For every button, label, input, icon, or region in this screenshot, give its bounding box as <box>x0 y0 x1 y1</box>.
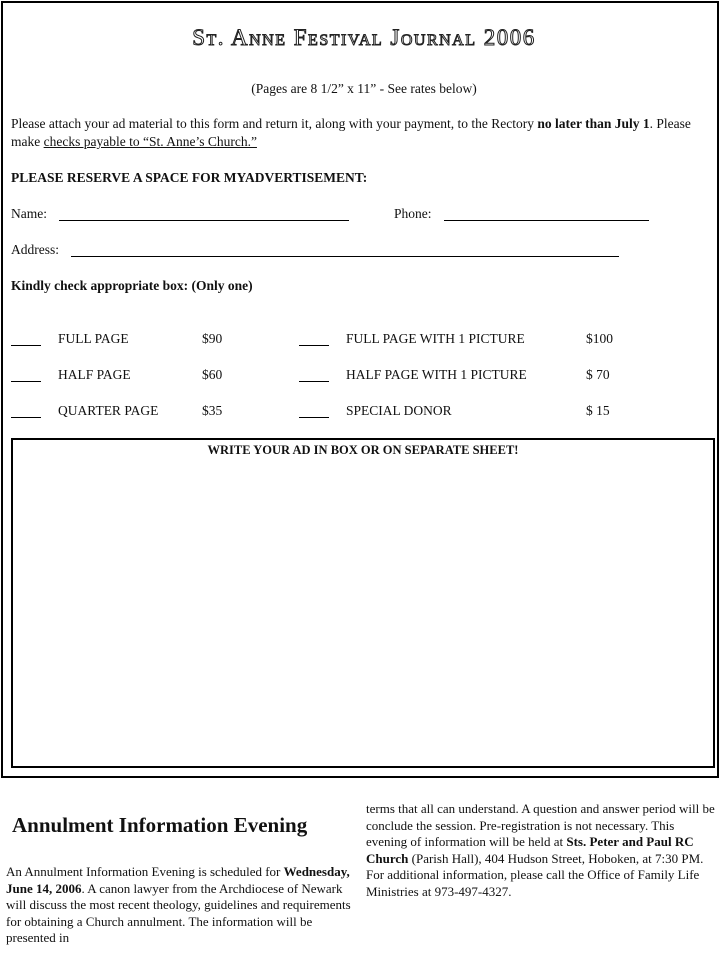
ad-text-box[interactable] <box>11 438 715 768</box>
deadline-text: no later than July 1 <box>537 116 650 131</box>
option-label: HALF PAGE <box>58 367 131 382</box>
instructions-text: Please attach your ad material to this form and return it, along with your payment, to the Rectory <box>11 116 538 131</box>
checkbox-special-donor[interactable] <box>299 417 329 418</box>
option-label: SPECIAL DONOR <box>346 403 452 418</box>
option-price: $100 <box>586 331 613 346</box>
option-label: FULL PAGE <box>58 331 129 346</box>
article-column-2 <box>366 801 718 901</box>
instructions-text-2: . Please make <box>11 116 691 149</box>
name-field[interactable] <box>59 220 349 221</box>
article-text: An Annulment Information Evening is scheduled for <box>6 864 284 879</box>
article-text: terms that all can understand. A question and answer period will be conclude the session. Pre-registration is not necessary. This evening of information will be held at <box>366 801 715 850</box>
reserve-heading: PLEASE RESERVE A SPACE FOR MYADVERTISEMENT: <box>11 170 368 185</box>
option-price: $60 <box>202 367 223 382</box>
option-price: $35 <box>202 403 223 418</box>
address-label: Address: <box>11 242 59 257</box>
checkbox-half-page[interactable] <box>11 381 41 382</box>
phone-label: Phone: <box>394 206 432 221</box>
payable-note: checks payable to “St. Anne’s Church.” <box>43 134 257 149</box>
option-label: HALF PAGE WITH 1 PICTURE <box>346 367 527 382</box>
checkbox-half-page-picture[interactable] <box>299 381 329 382</box>
article-title: Annulment Information Evening <box>12 813 308 837</box>
page-size-note: (Pages are 8 1/2” x 11” - See rates below) <box>251 81 477 96</box>
checkbox-full-page-picture[interactable] <box>299 345 329 346</box>
check-instruction: Kindly check appropriate box: (Only one) <box>11 278 253 293</box>
address-field[interactable] <box>71 256 619 257</box>
phone-field[interactable] <box>444 220 649 221</box>
ad-reservation-form <box>1 1 719 778</box>
option-label: QUARTER PAGE <box>58 403 159 418</box>
name-label: Name: <box>11 206 47 221</box>
option-label: FULL PAGE WITH 1 PICTURE <box>346 331 525 346</box>
ad-box-title: WRITE YOUR AD IN BOX OR ON SEPARATE SHEET! <box>207 443 519 457</box>
article-column-1 <box>6 864 358 947</box>
option-price: $ 70 <box>586 367 610 382</box>
option-price: $ 15 <box>586 403 610 418</box>
event-venue: Sts. Peter and Paul RC Church <box>366 834 694 866</box>
instructions-paragraph <box>11 115 711 151</box>
checkbox-quarter-page[interactable] <box>11 417 41 418</box>
article-text: (Parish Hall), 404 Hudson Street, Hoboken, at 7:30 PM. For additional information, please call the Office of Family Life Ministries at 973-497-4327. <box>366 850 704 899</box>
option-price: $90 <box>202 331 223 346</box>
checkbox-full-page[interactable] <box>11 345 41 346</box>
event-date: Wednesday, June 14, 2006 <box>6 864 350 896</box>
article-text: . A canon lawyer from the Archdiocese of Newark will discuss the most recent theology, guidelines and requirements for obtaining a Church annulment. The information will be presented in <box>6 880 351 946</box>
form-title: St. Anne Festival Journal 2006 <box>192 25 536 50</box>
